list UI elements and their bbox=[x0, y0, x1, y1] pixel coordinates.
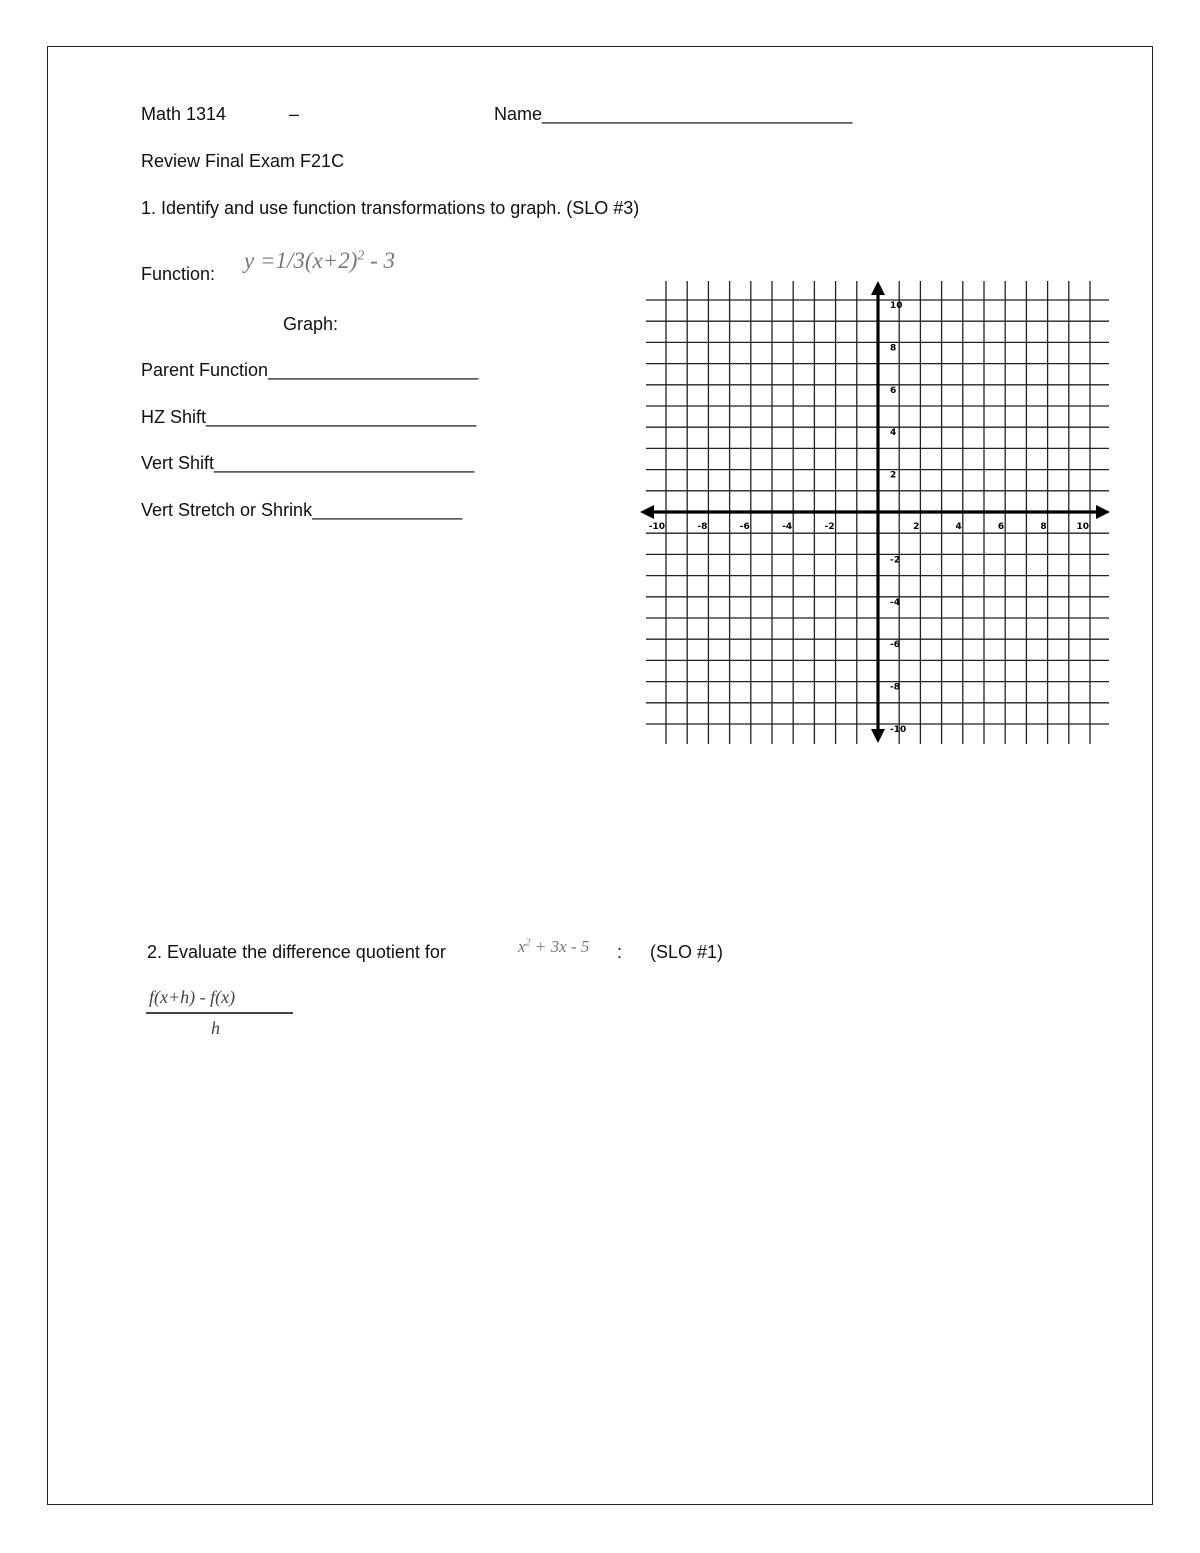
course-title: Math 1314 bbox=[141, 104, 227, 124]
x-tick-label: 2 bbox=[913, 522, 920, 532]
y-tick-label: -10 bbox=[890, 725, 907, 735]
function-expr-exponent: 2 bbox=[357, 247, 365, 263]
x-tick-label: -10 bbox=[648, 522, 665, 532]
vert-shift-field[interactable]: Vert Shift__________________________ bbox=[141, 453, 475, 473]
y-tick-label: 6 bbox=[890, 385, 897, 396]
function-expr-main: y =1/3(x+2) bbox=[244, 248, 358, 273]
x-tick-label: -2 bbox=[824, 522, 835, 532]
q2-expr-base: x bbox=[518, 937, 526, 956]
y-axis-up-arrow-icon bbox=[871, 281, 885, 295]
q2-expr-rest: + 3x - 5 bbox=[530, 937, 590, 956]
x-axis-left-arrow-icon bbox=[640, 505, 654, 519]
fraction-denominator: h bbox=[211, 1018, 220, 1038]
x-tick-label: 10 bbox=[1076, 522, 1089, 532]
x-tick-label: 4 bbox=[955, 522, 962, 532]
parent-function-field[interactable]: Parent Function_____________________ bbox=[141, 360, 479, 380]
q2-expression bbox=[518, 937, 589, 957]
y-tick-label: -2 bbox=[890, 555, 900, 566]
x-tick-label: -4 bbox=[782, 522, 793, 532]
x-axis-right-arrow-icon bbox=[1096, 505, 1110, 519]
x-tick-label: 8 bbox=[1040, 522, 1047, 532]
q2-expr-exponent: 2 bbox=[525, 937, 531, 949]
function-expr-tail: - 3 bbox=[364, 248, 395, 273]
coordinate-grid[interactable] bbox=[640, 275, 1115, 750]
hz-shift-field[interactable]: HZ Shift___________________________ bbox=[141, 407, 477, 427]
header-dash: – bbox=[289, 104, 300, 124]
y-axis-down-arrow-icon bbox=[871, 729, 885, 743]
function-label: Function: bbox=[141, 264, 216, 284]
fraction-bar bbox=[146, 1012, 293, 1014]
y-tick-label: -6 bbox=[890, 640, 900, 651]
x-tick-label: -6 bbox=[739, 522, 750, 532]
y-tick-label: -8 bbox=[890, 682, 900, 693]
y-tick-label: 2 bbox=[890, 470, 897, 481]
x-tick-label: 6 bbox=[997, 522, 1005, 532]
vert-stretch-field[interactable]: Vert Stretch or Shrink_______________ bbox=[141, 500, 463, 520]
y-tick-label: 10 bbox=[890, 301, 903, 311]
name-field[interactable]: Name_______________________________ bbox=[494, 104, 853, 124]
exam-subtitle: Review Final Exam F21C bbox=[141, 151, 345, 171]
y-tick-label: 4 bbox=[890, 428, 897, 439]
y-tick-label: -4 bbox=[890, 597, 900, 608]
fraction-numerator: f(x+h) - f(x) bbox=[149, 987, 236, 1007]
x-tick-label: -8 bbox=[697, 522, 708, 532]
q2-slo: (SLO #1) bbox=[650, 942, 724, 962]
y-tick-label: 8 bbox=[890, 343, 897, 354]
q2-prompt: 2. Evaluate the difference quotient for bbox=[147, 942, 446, 962]
graph-label: Graph: bbox=[283, 314, 339, 334]
q2-colon: : bbox=[617, 942, 623, 962]
q1-prompt: 1. Identify and use function transformations to graph. (SLO #3) bbox=[141, 198, 640, 218]
function-expression bbox=[244, 248, 395, 274]
